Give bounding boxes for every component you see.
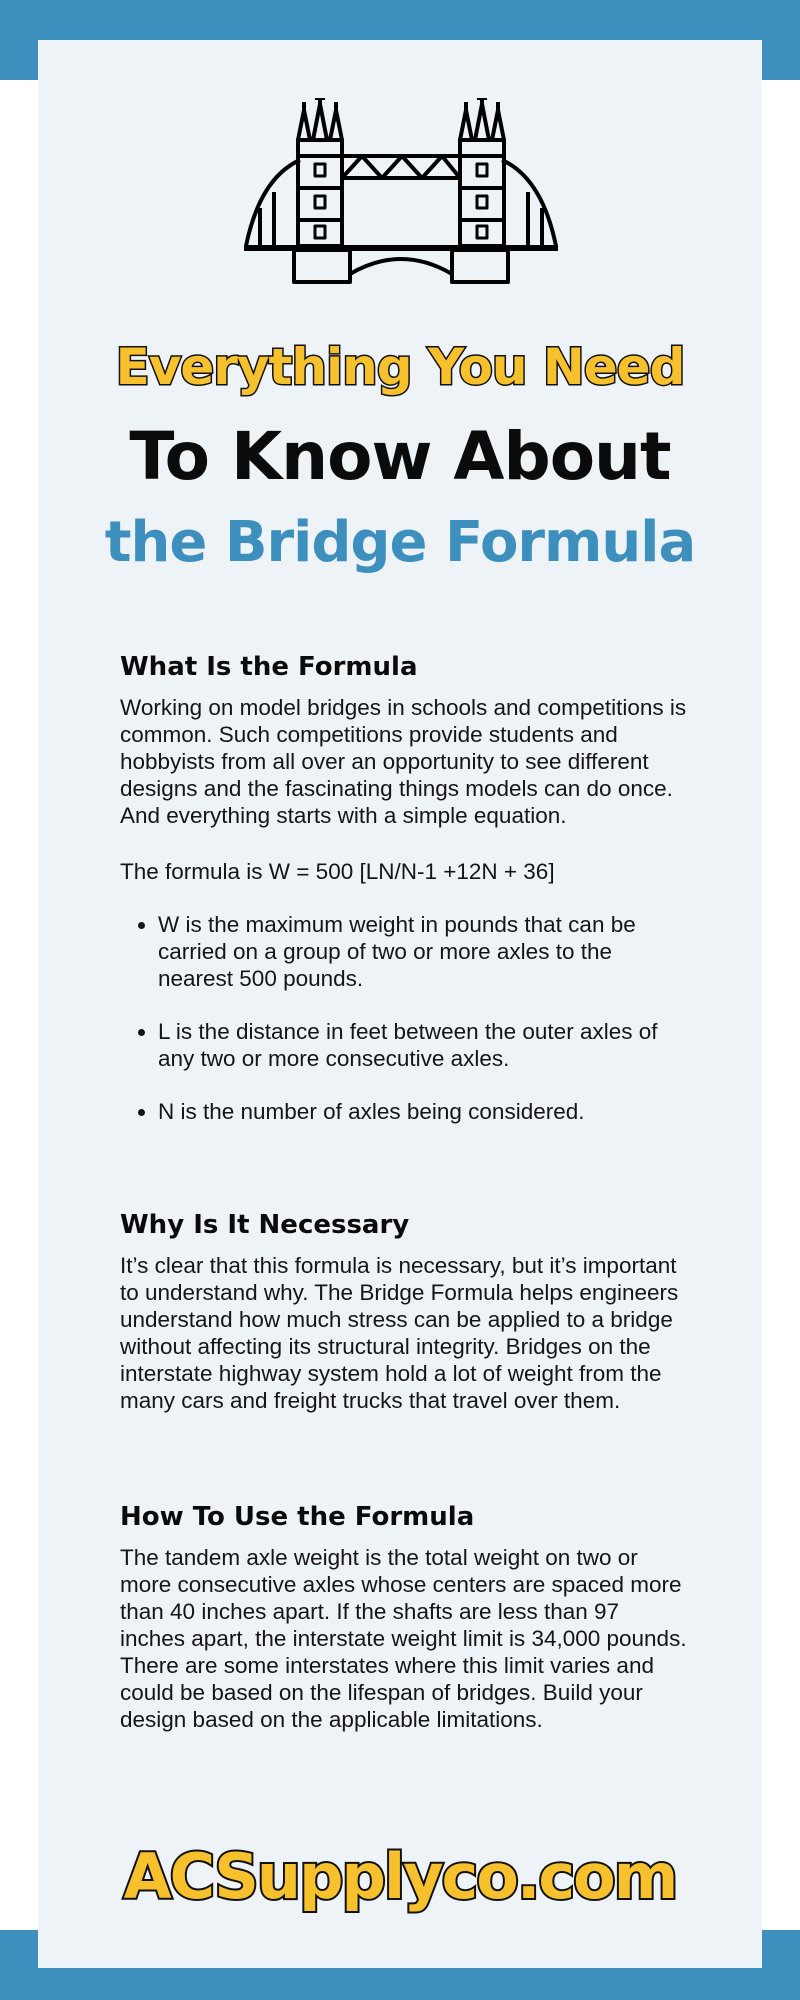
formula-text: The formula is W = 500 [LN/N-1 +12N + 36] — [120, 859, 555, 884]
title-line-3: the Bridge Formula — [104, 510, 696, 575]
footer-brand-url: ACSupplyco.com — [123, 1840, 677, 1913]
list-item: • N is the number of axles being considered. — [158, 1098, 690, 1125]
list-item: • L is the distance in feet between the outer axles of any two or more consecutive axles. — [158, 1018, 690, 1072]
section-body: The tandem axle weight is the total weight on two or more consecutive axles whose centers are spaced more than 40 inches apart. If the shafts are less than 97 inches apart, the interstate weight limit is 34,000 pounds. There are some interstates where this limit varies and could be based on the lifespan of bridges. Build your design based on the applicable limitations. — [120, 1545, 687, 1732]
list-item: • W is the maximum weight in pounds that can be carried on a group of two or more axles to the nearest 500 pounds. — [158, 911, 690, 992]
section-why-is-it-necessary — [120, 1210, 690, 1414]
formula-variables-list — [120, 911, 690, 1125]
section-how-to-use-the-formula — [120, 1502, 690, 1733]
section-heading: How To Use the Formula — [120, 1502, 475, 1532]
title-line-1: Everything You Need — [115, 338, 685, 396]
section-intro: Working on model bridges in schools and competitions is common. Such competitions provide students and hobbyists from all over an opportunity to see different designs and the fascinating things models can do once. And everything starts with a simple equation. — [120, 695, 687, 828]
tower-bridge-icon — [240, 98, 562, 288]
section-body: It’s clear that this formula is necessary, but it’s important to understand why. The Bridge Formula helps engineers understand how much stress can be applied to a bridge without affecting its structural integrity. Bridges on the interstate highway system hold a lot of weight from the many cars and freight trucks that travel over them. — [120, 1253, 679, 1413]
section-heading: What Is the Formula — [120, 652, 418, 682]
title-line-2: To Know About — [129, 418, 671, 495]
section-heading: Why Is It Necessary — [120, 1210, 410, 1240]
section-what-is-the-formula — [120, 652, 690, 1151]
